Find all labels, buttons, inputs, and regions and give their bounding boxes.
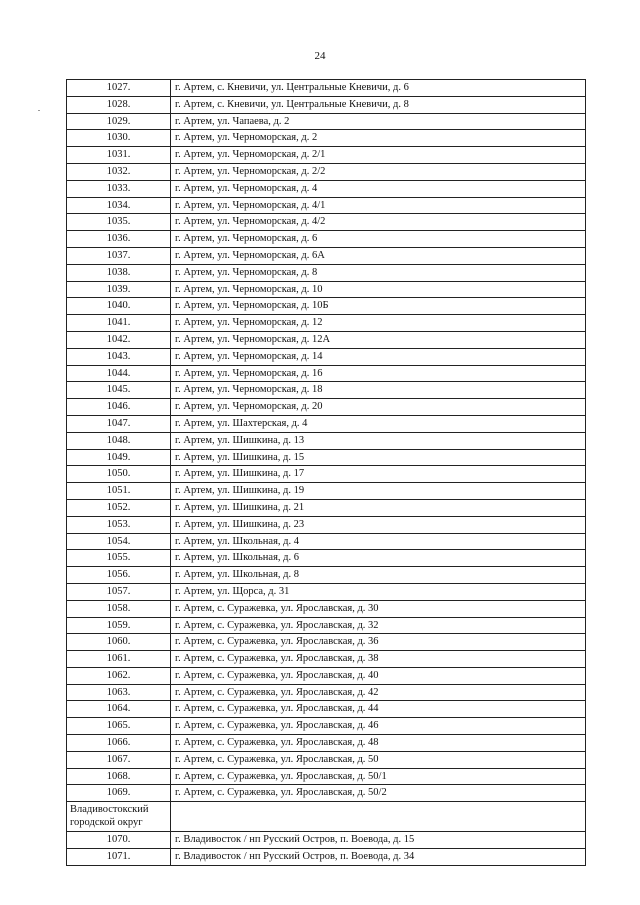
table-row	[67, 684, 586, 701]
table-row	[67, 667, 586, 684]
section-header-row	[67, 802, 586, 832]
row-address: г. Владивосток / нп Русский Остров, п. Воевода, д. 34	[171, 849, 586, 866]
row-number: 1057.	[67, 583, 171, 600]
table-row	[67, 832, 586, 849]
row-number: 1037.	[67, 247, 171, 264]
row-number: 1066.	[67, 735, 171, 752]
table-row	[67, 331, 586, 348]
table-row	[67, 583, 586, 600]
section-title: Владивостокский городской округ	[67, 802, 171, 832]
row-number: 1028.	[67, 96, 171, 113]
row-address: г. Артем, с. Суражевка, ул. Ярославская, д. 50/2	[171, 785, 586, 802]
row-address: г. Артем, ул. Черноморская, д. 18	[171, 382, 586, 399]
row-address: г. Артем, ул. Черноморская, д. 8	[171, 264, 586, 281]
table-row	[67, 96, 586, 113]
row-number: 1056.	[67, 567, 171, 584]
row-address: г. Артем, с. Суражевка, ул. Ярославская, д. 42	[171, 684, 586, 701]
row-number: 1052.	[67, 499, 171, 516]
row-address: г. Артем, ул. Черноморская, д. 2	[171, 130, 586, 147]
table-row	[67, 516, 586, 533]
row-address: г. Артем, с. Суражевка, ул. Ярославская, д. 46	[171, 718, 586, 735]
table-row	[67, 735, 586, 752]
row-address: г. Артем, ул. Школьная, д. 4	[171, 533, 586, 550]
row-number: 1063.	[67, 684, 171, 701]
row-address: г. Артем, с. Суражевка, ул. Ярославская, д. 44	[171, 701, 586, 718]
row-address: г. Артем, ул. Шишкина, д. 17	[171, 466, 586, 483]
row-number: 1054.	[67, 533, 171, 550]
row-number: 1030.	[67, 130, 171, 147]
row-address: г. Артем, ул. Школьная, д. 6	[171, 550, 586, 567]
row-number: 1055.	[67, 550, 171, 567]
row-number: 1064.	[67, 701, 171, 718]
row-number: 1036.	[67, 231, 171, 248]
row-address: г. Артем, ул. Шишкина, д. 15	[171, 449, 586, 466]
row-address: г. Артем, ул. Шишкина, д. 23	[171, 516, 586, 533]
row-address: г. Артем, с. Суражевка, ул. Ярославская, д. 38	[171, 651, 586, 668]
row-address: г. Артем, ул. Черноморская, д. 20	[171, 399, 586, 416]
row-address: г. Артем, с. Суражевка, ул. Ярославская, д. 30	[171, 600, 586, 617]
table-row	[67, 231, 586, 248]
row-number: 1033.	[67, 180, 171, 197]
row-address: г. Артем, ул. Черноморская, д. 6А	[171, 247, 586, 264]
table-row	[67, 718, 586, 735]
row-number: 1046.	[67, 399, 171, 416]
row-address: г. Артем, с. Суражевка, ул. Ярославская, д. 50	[171, 751, 586, 768]
row-number: 1053.	[67, 516, 171, 533]
row-number: 1043.	[67, 348, 171, 365]
table-row	[67, 751, 586, 768]
address-table	[66, 79, 586, 866]
row-number: 1027.	[67, 80, 171, 97]
row-number: 1049.	[67, 449, 171, 466]
table-row	[67, 701, 586, 718]
row-address: г. Артем, ул. Черноморская, д. 12А	[171, 331, 586, 348]
table-row	[67, 247, 586, 264]
table-row	[67, 466, 586, 483]
table-row	[67, 365, 586, 382]
table-row	[67, 651, 586, 668]
table-row	[67, 449, 586, 466]
table-row	[67, 499, 586, 516]
row-number: 1032.	[67, 163, 171, 180]
row-address: г. Артем, ул. Черноморская, д. 4	[171, 180, 586, 197]
row-address: г. Артем, ул. Шишкина, д. 21	[171, 499, 586, 516]
row-number: 1060.	[67, 634, 171, 651]
table-row	[67, 348, 586, 365]
row-address: г. Артем, с. Суражевка, ул. Ярославская, д. 40	[171, 667, 586, 684]
row-address: г. Артем, ул. Чапаева, д. 2	[171, 113, 586, 130]
table-row	[67, 382, 586, 399]
row-number: 1041.	[67, 315, 171, 332]
row-address: г. Артем, ул. Черноморская, д. 4/1	[171, 197, 586, 214]
row-number: 1067.	[67, 751, 171, 768]
table-row	[67, 600, 586, 617]
row-address: г. Артем, с. Суражевка, ул. Ярославская, д. 32	[171, 617, 586, 634]
row-address: г. Артем, ул. Шахтерская, д. 4	[171, 415, 586, 432]
table-row	[67, 180, 586, 197]
table-row	[67, 617, 586, 634]
row-number: 1042.	[67, 331, 171, 348]
row-address: г. Артем, ул. Черноморская, д. 12	[171, 315, 586, 332]
row-address: г. Артем, ул. Черноморская, д. 2/2	[171, 163, 586, 180]
row-address: г. Владивосток / нп Русский Остров, п. Воевода, д. 15	[171, 832, 586, 849]
row-number: 1044.	[67, 365, 171, 382]
table-row	[67, 264, 586, 281]
table-row	[67, 113, 586, 130]
row-number: 1029.	[67, 113, 171, 130]
row-number: 1050.	[67, 466, 171, 483]
table-row	[67, 567, 586, 584]
table-row	[67, 432, 586, 449]
row-number: 1040.	[67, 298, 171, 315]
row-number: 1071.	[67, 849, 171, 866]
table-row	[67, 163, 586, 180]
row-number: 1061.	[67, 651, 171, 668]
row-address: г. Артем, ул. Черноморская, д. 2/1	[171, 147, 586, 164]
row-address: г. Артем, с. Суражевка, ул. Ярославская, д. 50/1	[171, 768, 586, 785]
row-address: г. Артем, с. Суражевка, ул. Ярославская, д. 36	[171, 634, 586, 651]
section-empty-cell	[171, 802, 586, 832]
table-row	[67, 214, 586, 231]
row-number: 1059.	[67, 617, 171, 634]
row-number: 1065.	[67, 718, 171, 735]
table-row	[67, 533, 586, 550]
row-number: 1034.	[67, 197, 171, 214]
row-number: 1047.	[67, 415, 171, 432]
row-address: г. Артем, ул. Черноморская, д. 4/2	[171, 214, 586, 231]
row-number: 1069.	[67, 785, 171, 802]
row-number: 1031.	[67, 147, 171, 164]
row-number: 1070.	[67, 832, 171, 849]
table-row	[67, 197, 586, 214]
table-row	[67, 634, 586, 651]
table-row	[67, 483, 586, 500]
row-address: г. Артем, ул. Шишкина, д. 19	[171, 483, 586, 500]
row-address: г. Артем, ул. Черноморская, д. 16	[171, 365, 586, 382]
row-number: 1039.	[67, 281, 171, 298]
table-row	[67, 298, 586, 315]
row-address: г. Артем, ул. Черноморская, д. 10Б	[171, 298, 586, 315]
table-row	[67, 550, 586, 567]
table-row	[67, 130, 586, 147]
table-row	[67, 399, 586, 416]
row-number: 1062.	[67, 667, 171, 684]
table-row	[67, 281, 586, 298]
row-address: г. Артем, с. Суражевка, ул. Ярославская, д. 48	[171, 735, 586, 752]
table-row	[67, 785, 586, 802]
table-row	[67, 315, 586, 332]
row-address: г. Артем, ул. Шишкина, д. 13	[171, 432, 586, 449]
row-number: 1058.	[67, 600, 171, 617]
row-address: г. Артем, ул. Школьная, д. 8	[171, 567, 586, 584]
address-table-body	[67, 80, 586, 866]
table-row	[67, 768, 586, 785]
scan-mark	[38, 110, 40, 111]
table-row	[67, 849, 586, 866]
table-row	[67, 147, 586, 164]
row-number: 1045.	[67, 382, 171, 399]
row-address: г. Артем, ул. Щорса, д. 31	[171, 583, 586, 600]
row-number: 1068.	[67, 768, 171, 785]
row-number: 1038.	[67, 264, 171, 281]
row-number: 1035.	[67, 214, 171, 231]
table-row	[67, 415, 586, 432]
row-address: г. Артем, с. Кневичи, ул. Центральные Кневичи, д. 8	[171, 96, 586, 113]
row-address: г. Артем, ул. Черноморская, д. 10	[171, 281, 586, 298]
row-number: 1048.	[67, 432, 171, 449]
page-number: 24	[314, 50, 326, 62]
row-number: 1051.	[67, 483, 171, 500]
row-address: г. Артем, с. Кневичи, ул. Центральные Кневичи, д. 6	[171, 80, 586, 97]
table-row	[67, 80, 586, 97]
row-address: г. Артем, ул. Черноморская, д. 6	[171, 231, 586, 248]
row-address: г. Артем, ул. Черноморская, д. 14	[171, 348, 586, 365]
